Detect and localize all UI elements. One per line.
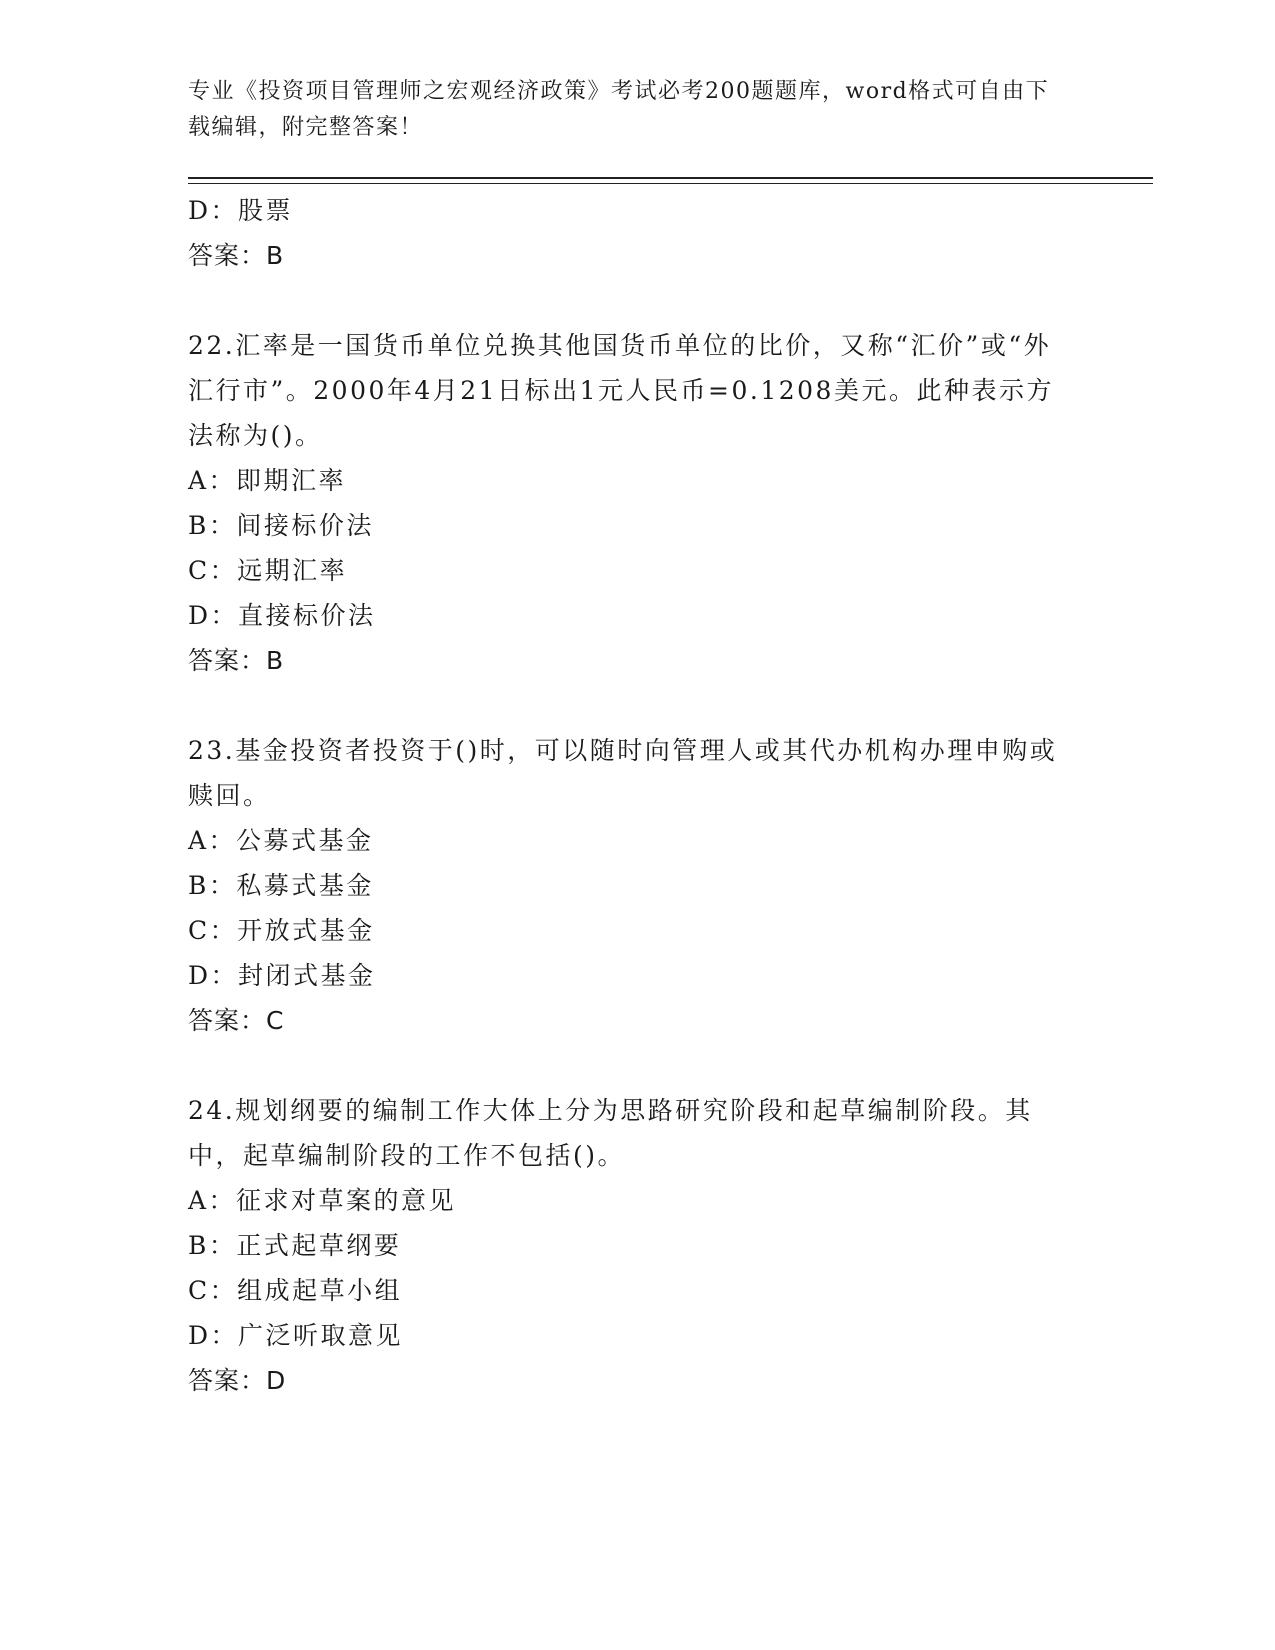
spacer <box>188 683 1068 728</box>
question-23-option-b: B：私募式基金 <box>188 871 374 900</box>
question-24-option-a: A：征求对草案的意见 <box>188 1186 457 1215</box>
question-24-answer: 答案：D <box>188 1366 287 1395</box>
question-24-stem: 24.规划纲要的编制工作大体上分为思路研究阶段和起草编制阶段。其中，起草编制阶段的工作不包括()。 <box>188 1096 1033 1170</box>
question-24-option-b: B：正式起草纲要 <box>188 1231 402 1260</box>
header-divider-thick <box>188 177 1153 179</box>
question-22-answer: 答案：B <box>188 646 285 675</box>
question-content <box>188 188 1068 1403</box>
spacer <box>188 1043 1068 1088</box>
question-22-stem: 22.汇率是一国货币单位兑换其他国货币单位的比价，又称“汇价”或“外汇行市”。2000年4月21日标出1元人民币=0.1208美元。此种表示方法称为()。 <box>188 331 1054 450</box>
question-24-option-c: C：组成起草小组 <box>188 1276 403 1305</box>
question-22-option-c: C：远期汇率 <box>188 556 348 585</box>
question-22-option-d: D：直接标价法 <box>188 601 376 630</box>
page-header-title: 专业《投资项目管理师之宏观经济政策》考试必考200题题库，word格式可自由下载编辑，附完整答案！ <box>188 79 1050 140</box>
question-23-answer: 答案：C <box>188 1006 285 1035</box>
header-divider-thin <box>188 183 1153 184</box>
question-23-stem: 23.基金投资者投资于()时，可以随时向管理人或其代办机构办理申购或赎回。 <box>188 736 1058 810</box>
question-23-option-a: A：公募式基金 <box>188 826 374 855</box>
question-24-option-d: D：广泛听取意见 <box>188 1321 404 1350</box>
spacer <box>188 278 1068 323</box>
question-22-option-a: A：即期汇率 <box>188 466 347 495</box>
previous-answer: 答案：B <box>188 241 285 270</box>
question-22-option-b: B：间接标价法 <box>188 511 374 540</box>
question-23-option-c: C：开放式基金 <box>188 916 375 945</box>
previous-option-d: D：股票 <box>188 196 294 225</box>
question-23-option-d: D：封闭式基金 <box>188 961 376 990</box>
